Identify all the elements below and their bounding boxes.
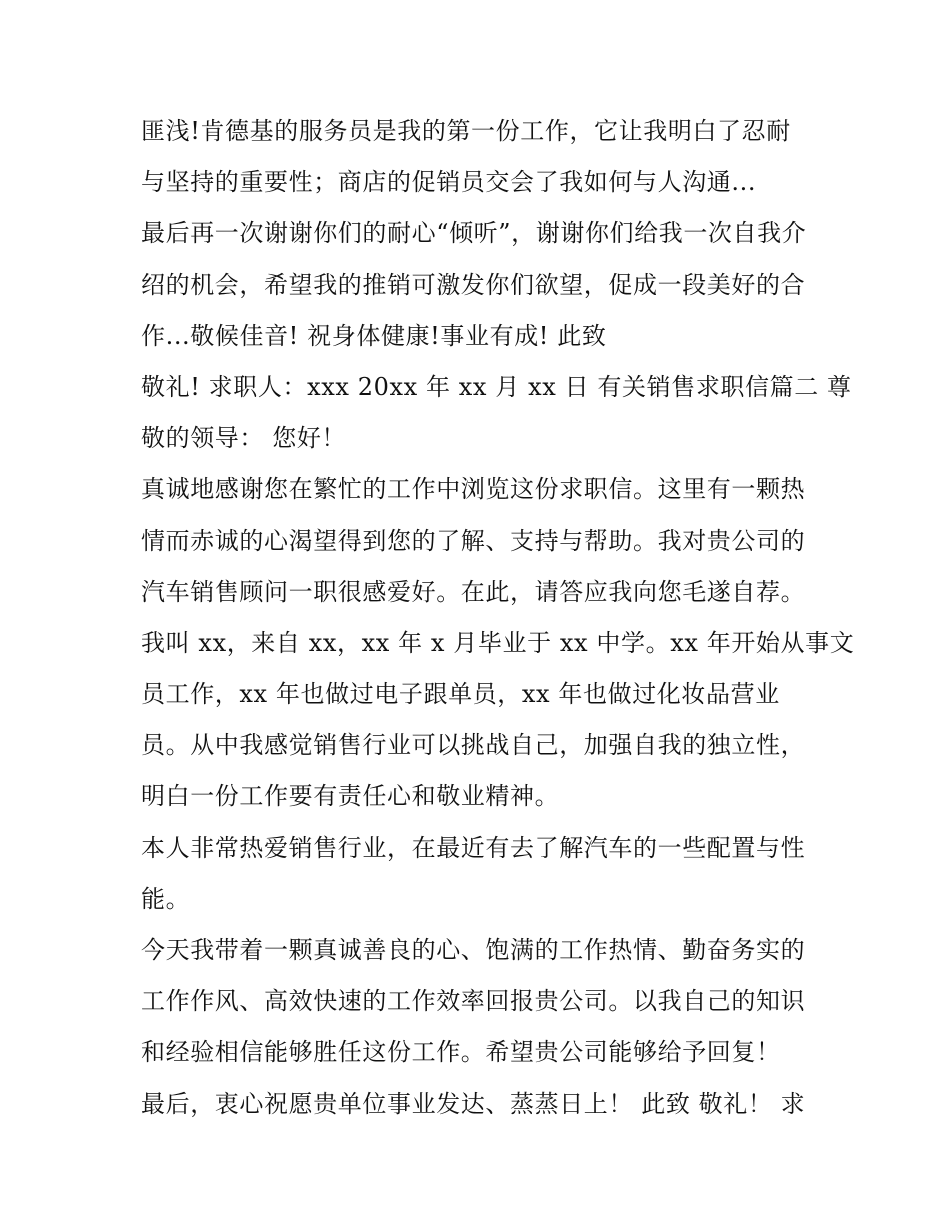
- document-body: [141, 106, 855, 1130]
- text-line: 最后，衷心祝愿贵单位事业发达、蒸蒸日上！ 此致 敬礼！ 求: [141, 1089, 806, 1118]
- text-line: 匪浅!肯德基的服务员是我的第一份工作，它让我明白了忍耐: [141, 117, 791, 145]
- text-line: 工作作风、高效快速的工作效率回报贵公司。以我自己的知识: [141, 987, 806, 1016]
- text-line: 员工作，xx 年也做过电子跟单员，xx 年也做过化妆品营业: [141, 680, 780, 709]
- text-line: 真诚地感谢您在繁忙的工作中浏览这份求职信。这里有一颗热: [141, 475, 806, 504]
- text-line: 最后再一次谢谢你们的耐心“倾听”，谢谢你们给我一次自我介: [141, 219, 807, 248]
- text-line: 本人非常热爱销售行业，在最近有去了解汽车的一些配置与性: [141, 833, 806, 862]
- text-line: 汽车销售顾问一职很感爱好。在此，请答应我向您毛遂自荐。: [141, 577, 806, 606]
- text-line: 能。: [141, 884, 191, 913]
- text-line: 敬礼! 求职人：xxx 20xx 年 xx 月 xx 日 有关销售求职信篇二 尊: [141, 372, 852, 401]
- text-line: 和经验相信能够胜任这份工作。希望贵公司能够给予回复！: [141, 1038, 781, 1067]
- text-line: 今天我带着一颗真诚善良的心、饱满的工作热情、勤奋务实的: [141, 936, 806, 964]
- text-line: 敬的领导： 您好！: [141, 424, 347, 453]
- text-line: 绍的机会，希望我的推销可激发你们欲望，促成一段美好的合: [141, 270, 806, 299]
- text-line: 与坚持的重要性；商店的促销员交会了我如何与人沟通...: [141, 168, 757, 197]
- text-line: 明白一份工作要有责任心和敬业精神。: [141, 782, 560, 811]
- text-line: 我叫 xx，来自 xx，xx 年 x 月毕业于 xx 中学。xx 年开始从事文: [141, 628, 855, 657]
- text-line: 员。从中我感觉销售行业可以挑战自己，加强自我的独立性，: [141, 731, 806, 760]
- text-line: 作...敬候佳音! 祝身体健康!事业有成! 此致: [141, 321, 607, 350]
- text-line: 情而赤诚的心渴望得到您的了解、支持与帮助。我对贵公司的: [141, 526, 806, 555]
